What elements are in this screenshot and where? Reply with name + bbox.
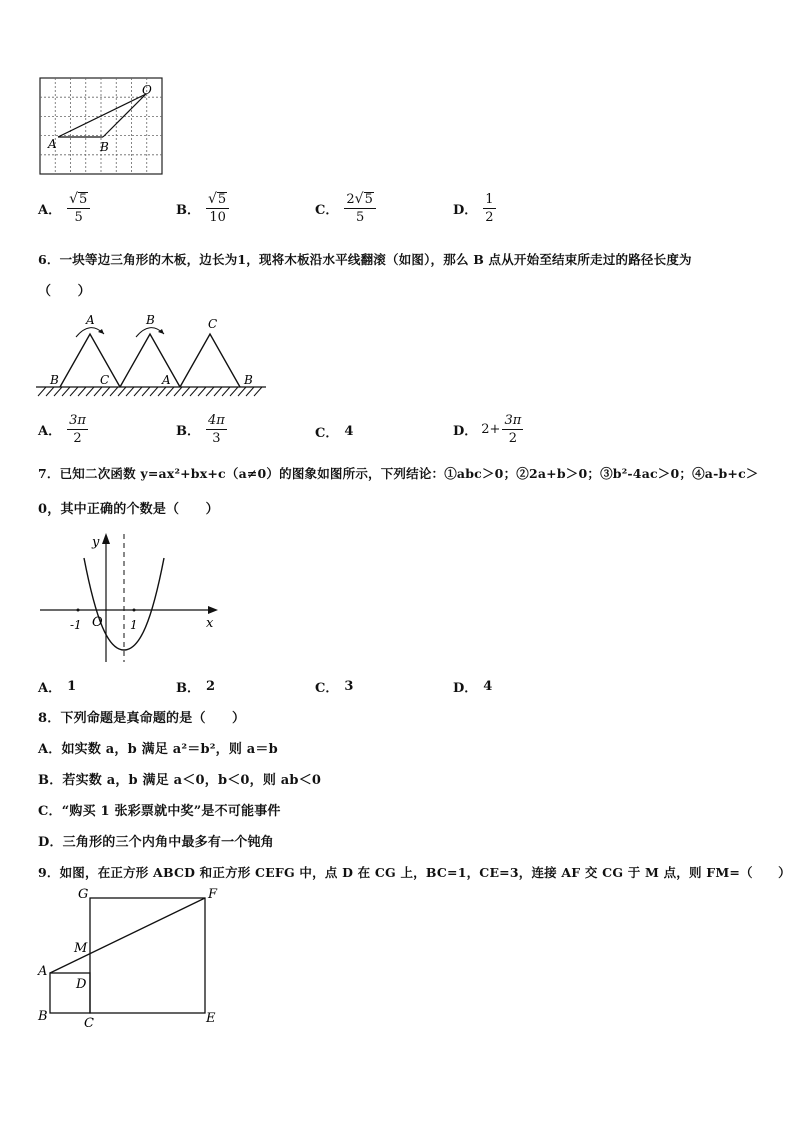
q7-option-c[interactable] — [315, 677, 353, 696]
q5-option-b[interactable] — [176, 192, 229, 225]
q6-option-a[interactable] — [38, 413, 88, 446]
fraction: √ 5 10 — [206, 192, 229, 225]
fraction: √ 5 5 — [67, 192, 90, 225]
option-letter: D． — [453, 681, 478, 696]
q8-option-a[interactable]: A．如实数 a，b 满足 a²＝b²，则 a＝b — [38, 742, 278, 757]
option-value: 2 — [206, 679, 216, 694]
q5-option-a[interactable] — [38, 192, 90, 225]
q9-label-A: A — [38, 964, 48, 979]
q5-grid-figure — [36, 76, 168, 176]
fraction: 2 √ 5 5 — [344, 192, 375, 225]
q6-label-C1: C — [100, 373, 110, 387]
option-letter: A． — [38, 681, 62, 696]
q8-option-d[interactable]: D．三角形的三个内角中最多有一个钝角 — [38, 835, 274, 850]
q5-label-A: A — [48, 137, 57, 151]
q9-label-E: E — [206, 1011, 216, 1026]
q7-label-1: 1 — [130, 618, 138, 632]
q7-label-neg1: -1 — [70, 618, 82, 632]
q7-option-a[interactable] — [38, 677, 76, 696]
q9-label-M: M — [74, 941, 88, 956]
q9-label-C: C — [84, 1016, 94, 1028]
q6-label-B3: B — [244, 373, 253, 387]
option-letter: D． — [453, 203, 478, 218]
q9-label-D: D — [76, 977, 87, 992]
fraction: $\frac{3\pi}{2}$ — [504, 413, 522, 446]
option-letter: B． — [176, 424, 200, 439]
q6-option-c[interactable] — [315, 422, 353, 441]
option-letter: C． — [315, 426, 339, 441]
q7-label-x: x — [206, 616, 214, 631]
option-value: 4 — [483, 679, 493, 694]
q6-option-b[interactable] — [176, 413, 227, 446]
option-prefix: 2+ — [481, 422, 501, 437]
option-letter: B． — [176, 203, 200, 218]
fraction: $\frac{4\pi}{3}$ — [208, 413, 225, 446]
q7-parabola-figure — [38, 530, 222, 664]
fraction: $\frac{1}{2}$ — [485, 192, 494, 225]
q7-stem-line1: 7．已知二次函数 y=ax²+bx+c（a≠0）的图象如图所示，下列结论：①abc＞0；②2a+b＞0；③b²-4ac＞0；④a-b+c＞ — [38, 466, 759, 481]
q6-label-A-top: A — [86, 313, 95, 327]
q5-label-O: O — [142, 83, 152, 97]
option-letter: A． — [38, 203, 62, 218]
q6-label-B-top: B — [146, 313, 155, 327]
q5-option-d[interactable] — [453, 192, 496, 225]
q6-label-B1: B — [50, 373, 59, 387]
q6-stem-line2: （ ） — [38, 284, 91, 299]
option-letter: B． — [176, 681, 200, 696]
option-letter: D． — [453, 424, 478, 439]
q7-label-y: y — [92, 535, 100, 550]
q8-option-b[interactable]: B．若实数 a，b 满足 a＜0，b＜0，则 ab＜0 — [38, 773, 322, 788]
q8-stem: 8．下列命题是真命题的是（ ） — [38, 711, 246, 726]
q6-label-C-top: C — [208, 317, 218, 331]
q5-option-c[interactable] — [315, 192, 376, 225]
option-letter: A． — [38, 424, 62, 439]
q5-label-B: B — [100, 140, 109, 154]
q9-stem: 9．如图，在正方形 ABCD 和正方形 CEFG 中，点 D 在 CG 上，BC=1，CE=3，连接 AF 交 CG 于 M 点，则 FM=（ ） — [38, 865, 791, 880]
option-letter: C． — [315, 681, 339, 696]
q6-option-d[interactable] — [453, 413, 523, 446]
q8-option-c[interactable]: C．“购买 1 张彩票就中奖”是不可能事件 — [38, 804, 281, 819]
q7-stem-line2: 0，其中正确的个数是（ ） — [38, 502, 219, 517]
q9-label-G: G — [78, 887, 89, 902]
q6-label-A2: A — [162, 373, 171, 387]
q9-squares-figure — [34, 884, 224, 1028]
q6-rolling-triangle-figure — [34, 310, 270, 402]
q7-option-d[interactable] — [453, 677, 492, 696]
q7-label-O: O — [92, 615, 103, 630]
option-value: 3 — [344, 679, 354, 694]
option-letter: C． — [315, 203, 339, 218]
fraction: $\frac{3\pi}{2}$ — [69, 413, 86, 446]
q6-stem-line1: 6．一块等边三角形的木板，边长为1，现将木板沿水平线翻滚（如图），那么 B 点从开始至结束所走过的路径长度为 — [38, 252, 692, 267]
q9-label-B: B — [38, 1009, 48, 1024]
q9-label-F: F — [208, 887, 218, 902]
q7-option-b[interactable] — [176, 677, 215, 696]
option-value: 1 — [67, 679, 77, 694]
option-value: 4 — [344, 424, 354, 439]
